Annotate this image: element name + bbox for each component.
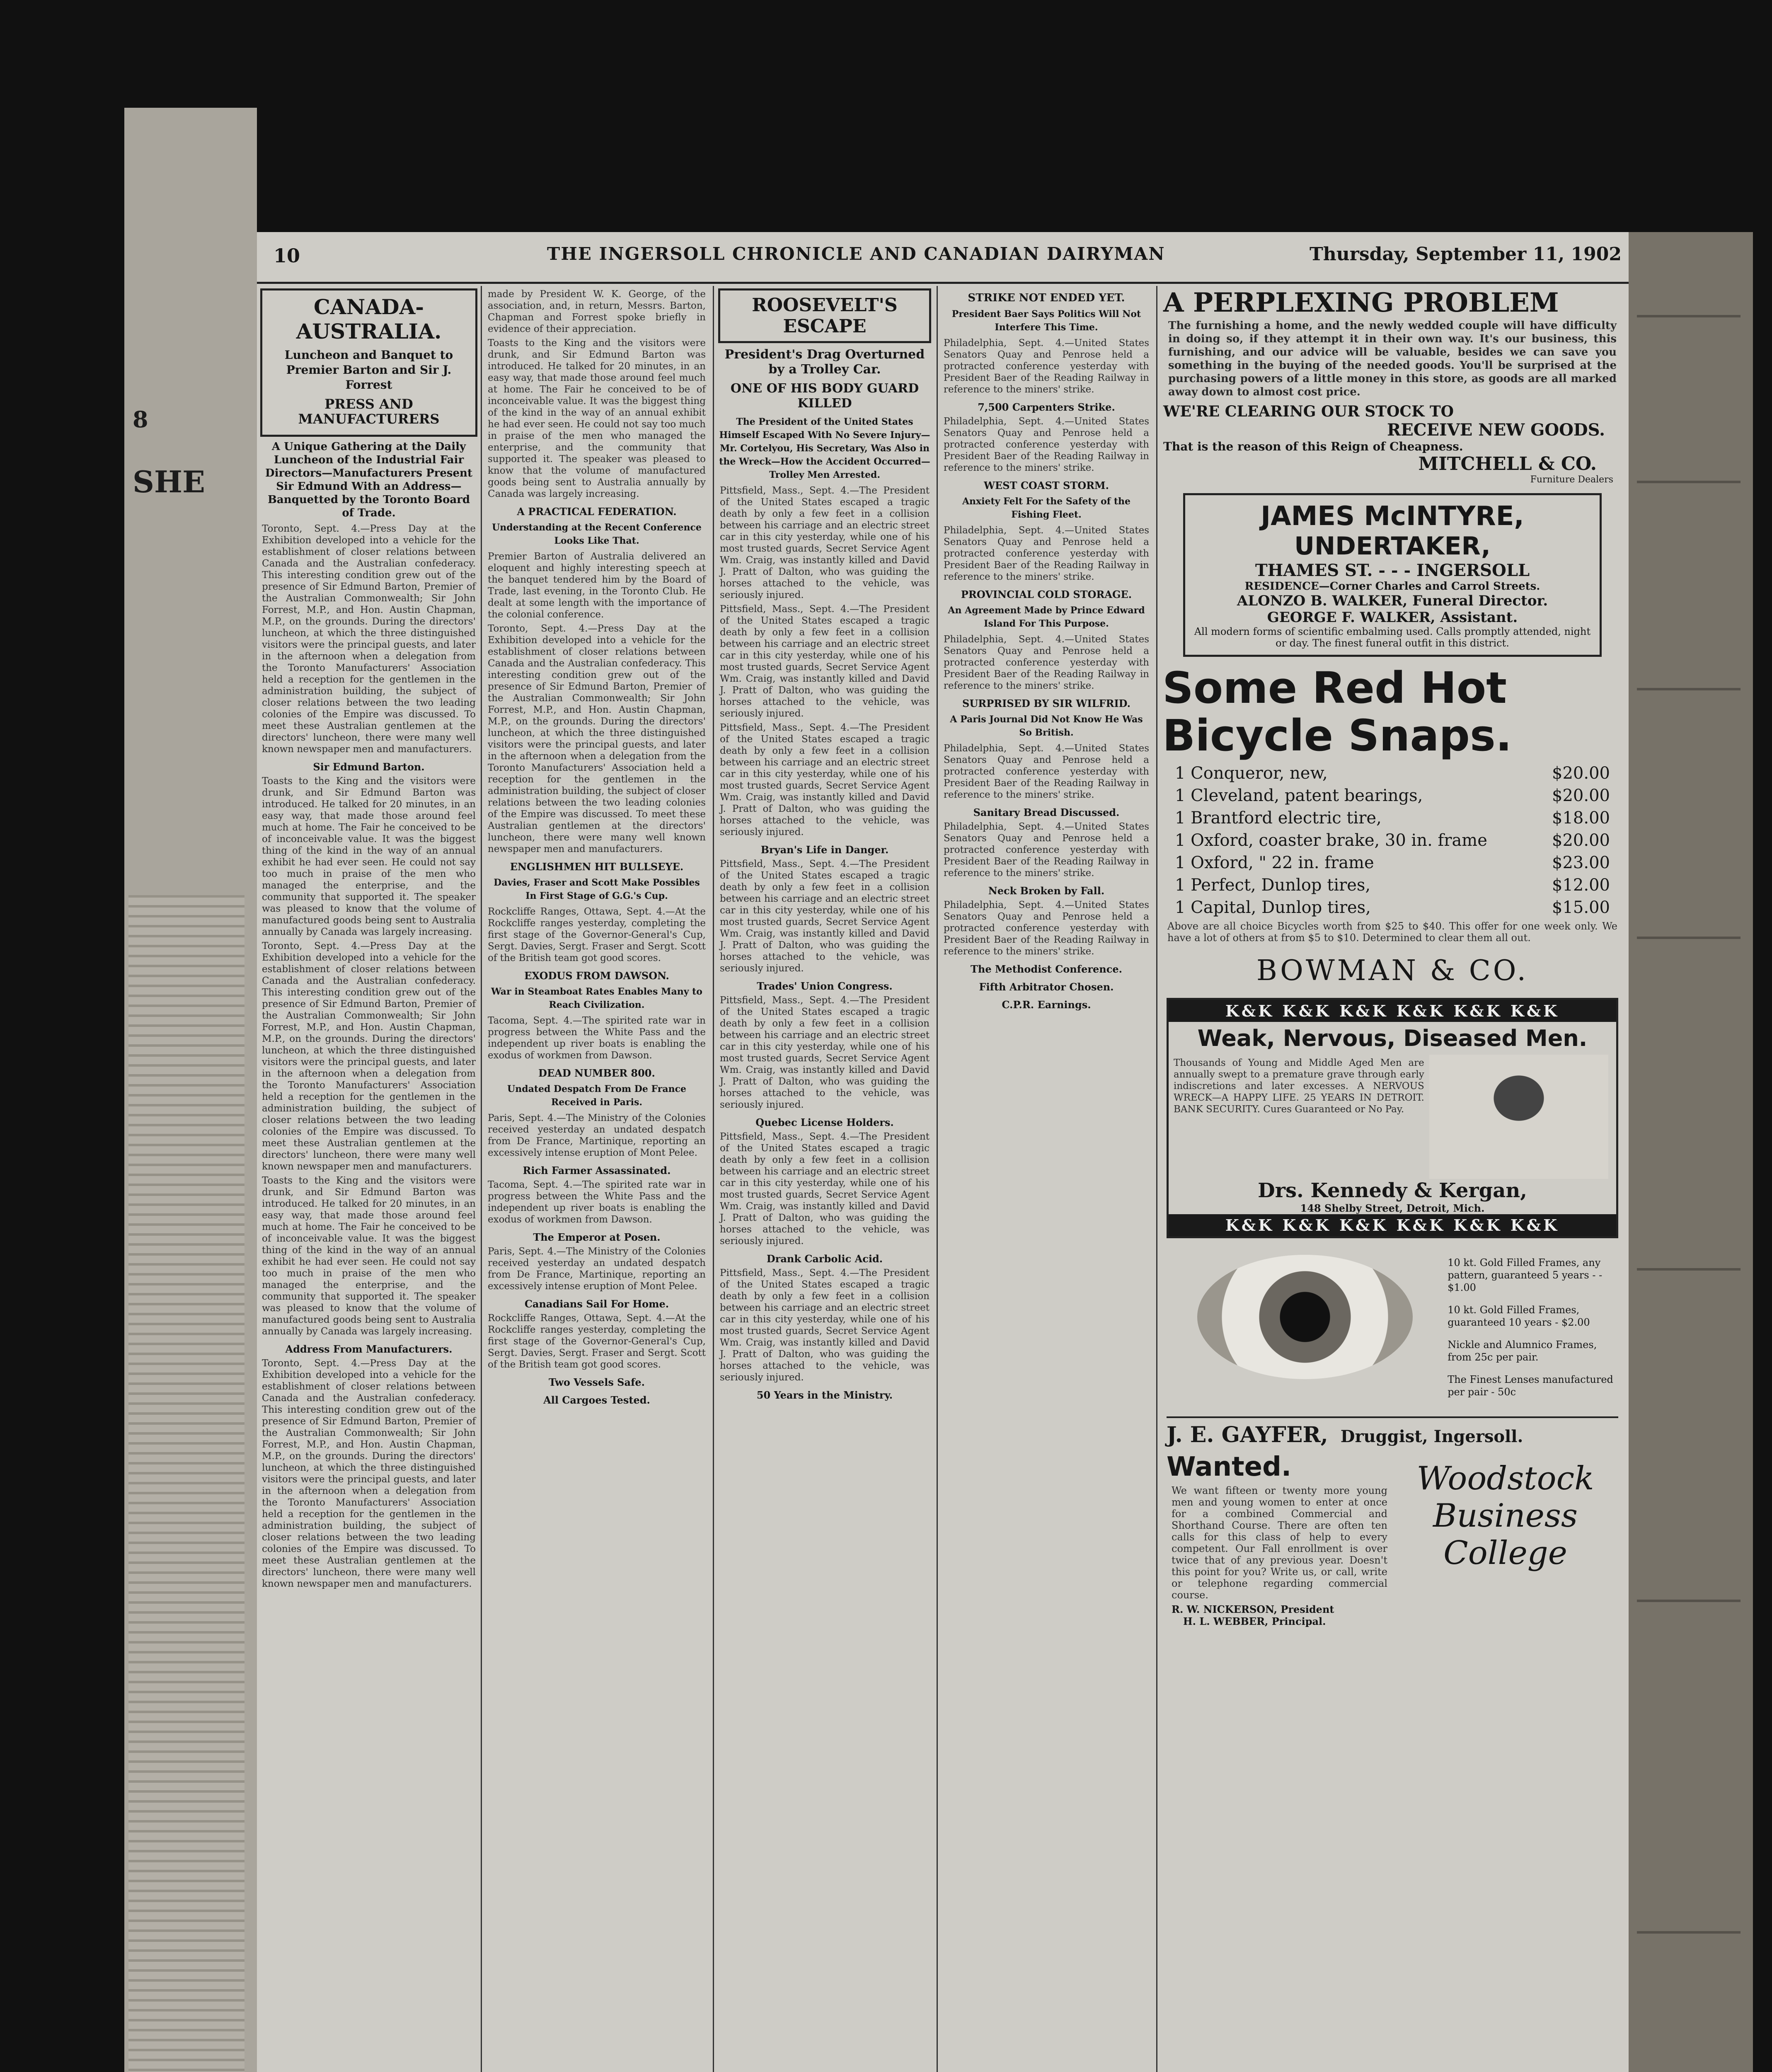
section-heading-8: Two Vessels Safe.	[548, 1376, 645, 1388]
headline-box	[260, 288, 477, 437]
advertisements-column	[1158, 286, 1627, 2072]
article-body-4: Philadelphia, Sept. 4.—United States Senators Quay and Penrose held a protracted conference yesterday with President Baer of the Reading Railway in reference to the miners' strike.	[944, 634, 1149, 691]
bike-name: 1 Oxford, coaster brake, 30 in. frame	[1175, 831, 1487, 850]
adjacent-page-text	[128, 895, 244, 2072]
article-body-7: Pittsfield, Mass., Sept. 4.—The President of the United States escaped a tragic death by only a few feet in a collision between his carriage and an electric street car in this city yesterday, while one of his most trusted guards, Secret Service Agent Wm. Craig, was instantly killed and David J. Pratt of Dalton, who was guiding the horses attached to the vehicle, was seriously injured.	[720, 1268, 930, 1383]
bike-price: $15.00	[1552, 898, 1610, 917]
article-continued: Toasts to the King and the visitors were drunk, and Sir Edmund Barton was introduced. He talked for 20 minutes, in an easy way, that made those around feel much at home. The Fair he conceived to be of inconceivable value. It was the biggest thing of the kind in the way of an annual exhibit he had ever seen. He could not say too much in praise of the men who managed the enterprise, and the community that supported it. The speaker was pleased to know that the volume of manufactured goods being sent to Australia annually by Canada was largely increasing.	[488, 338, 706, 499]
article-body-7: Rockcliffe Ranges, Ottawa, Sept. 4.—At the Rockcliffe ranges yesterday, completing the first stage of the Governor-General's Cup, Sergt. Davies, Sergt. Fraser and Sergt. Scott of the British team got good scores.	[488, 1313, 706, 1370]
ad-services: All modern forms of scientific embalming used. Calls promptly attended, night or day. The finest funeral outfit in this district.	[1194, 626, 1591, 649]
article-body-2: Philadelphia, Sept. 4.—United States Senators Quay and Penrose held a protracted conference yesterday with President Baer of the Reading Railway in reference to the miners' strike.	[944, 416, 1149, 473]
article-body-4: Toasts to the King and the visitors were drunk, and Sir Edmund Barton was introduced. He talked for 20 minutes, in an easy way, that made those around feel much at home. The Fair he conceived to be of inconceivable value. It was the biggest thing of the kind in the way of an annual exhibit he had ever seen. He could not say too much in praise of the men who managed the enterprise, and the community that supported it. The speaker was pleased to know that the volume of manufactured goods being sent to Australia annually by Canada was largely increasing.	[262, 1175, 476, 1337]
ad-heading: Wanted.	[1167, 1452, 1292, 1482]
ad-company: MITCHELL & CO.	[1418, 453, 1597, 474]
bicycle-snaps-ad	[1162, 665, 1622, 944]
ad-line-2: RECEIVE NEW GOODS.	[1387, 420, 1605, 440]
article-body: Premier Barton of Australia delivered an eloquent and highly interesting speech at the banquet tendered him by the Board of Trade, last evening, in the Toronto Club. He dealt at some length with the importance of the colonial conference.	[488, 551, 706, 620]
section-heading-6: The Emperor at Posen.	[533, 1231, 661, 1243]
bowman-ad: BOWMAN & CO.	[1256, 954, 1529, 987]
bike-item	[1175, 786, 1610, 805]
newspaper-page	[257, 232, 1629, 2072]
article-body-5: Philadelphia, Sept. 4.—United States Senators Quay and Penrose held a protracted conference yesterday with President Baer of the Reading Railway in reference to the miners' strike.	[944, 743, 1149, 800]
ad-trade: Druggist, Ingersoll.	[1340, 1427, 1523, 1446]
section-heading-4: DEAD NUMBER 800.	[538, 1067, 655, 1079]
article-body-cont: Toronto, Sept. 4.—Press Day at the Exhibition developed into a vehicle for the establishment of closer relations between Canada and the Australian confederacy. This interesting condition grew out of the presence of Sir Edmund Barton, Premier of the Australian Commonwealth; Sir John Forrest, M.P., and Hon. Austin Chapman, M.P., on the grounds. During the directors' luncheon, at which the three distinguished visitors were the principal guests, and later in the afternoon when a delegation from the Toronto Manufacturers' Association held a reception for the gentlemen in the administration building, the subject of closer relations between the two leading colonies of the Empire was discussed. To meet these Australian gentlemen at the directors' luncheon, there were many well known newspaper men and manufacturers.	[488, 623, 706, 854]
ad-body: We want fifteen or twenty more young men and young women to enter at once for a combined Commercial and Shorthand Course. There are often ten calls for this class of help to every competent. Our Fall enrollment is over twice that of any previous year. Doesn't this point for you? Write us, or call, write or telephone regarding commercial course.	[1172, 1485, 1387, 1601]
article-body-6: Paris, Sept. 4.—The Ministry of the Colonies received yesterday an undated despatch from De France, Martinique, reporting an excessively intense eruption of Mont Pelee.	[488, 1246, 706, 1292]
deck: A Unique Gathering at the Daily Luncheon of the Industrial Fair Directors—Manufacturers Present Sir Edmund With an Address—Banquetted by the Toronto Board of Trade.	[265, 441, 472, 519]
column-news-2	[483, 286, 711, 2072]
bike-price: $20.00	[1552, 786, 1610, 805]
ad-heading-2: Bicycle Snaps.	[1162, 710, 1512, 761]
newspaper-title: THE INGERSOLL CHRONICLE AND CANADIAN DAIRYMAN	[547, 244, 1165, 264]
article-body-3: Philadelphia, Sept. 4.—United States Senators Quay and Penrose held a protracted conference yesterday with President Baer of the Reading Railway in reference to the miners' strike.	[944, 525, 1149, 582]
ad-body: The furnishing a home, and the newly wedded couple will have difficulty in doing so, if they attempt it in their own way. It's our business, this furnishing, and our advice will be valuable, besides we can save you something in the buying of the needed goods. You'll be surprised at the purchasing powers of a little money in this store, as goods are all marked away down to almost cost price.	[1168, 320, 1617, 398]
section-heading-2: Address From Manufacturers.	[285, 1343, 453, 1355]
section-heading-9: All Cargoes Tested.	[543, 1394, 650, 1406]
ad-body: Thousands of Young and Middle Aged Men are annually swept to a premature grave through early indiscretions and later excesses. A NERVOUS WRECK—A HAPPY LIFE. 25 YEARS IN DETROIT. BANK SECURITY. Cures Guaranteed or No Pay.	[1174, 1058, 1424, 1115]
eye-illustration	[1197, 1255, 1413, 1379]
adjacent-page-heading: SHE	[133, 464, 205, 499]
section-heading-5: Rich Farmer Assassinated.	[523, 1164, 671, 1176]
bike-price: $12.00	[1552, 876, 1610, 895]
bike-price-list	[1162, 764, 1622, 917]
headline-box	[718, 288, 931, 343]
headline: STRIKE NOT ENDED YET.	[968, 292, 1125, 304]
section-heading-5: 50 Years in the Ministry.	[756, 1389, 893, 1401]
column-roosevelt	[715, 286, 934, 2072]
article-body-5: Toronto, Sept. 4.—Press Day at the Exhibition developed into a vehicle for the establishment of closer relations between Canada and the Australian confederacy. This interesting condition grew out of the presence of Sir Edmund Barton, Premier of the Australian Commonwealth; Sir John Forrest, M.P., and Hon. Austin Chapman, M.P., on the grounds. During the directors' luncheon, at which the three distinguished visitors were the principal guests, and later in the afternoon when a delegation from the Toronto Manufacturers' Association held a reception for the gentlemen in the administration building, the subject of closer relations between the two leading colonies of the Empire was discussed. To meet these Australian gentlemen at the directors' luncheon, there were many well known newspaper men and manufacturers.	[262, 1358, 476, 1589]
subhead-2: ONE OF HIS BODY GUARD KILLED	[730, 381, 919, 411]
deck: Understanding at the Recent Conference Looks Like That.	[492, 522, 702, 546]
eye-illustration-wrap	[1162, 1247, 1448, 1408]
bike-price: $23.00	[1552, 853, 1610, 872]
bike-name: 1 Perfect, Dunlop tires,	[1175, 876, 1371, 895]
ad-title: A PERPLEXING PROBLEM	[1163, 287, 1559, 318]
ad-heading: Weak, Nervous, Diseased Men.	[1197, 1025, 1588, 1051]
price-nickel: Nickle and Alumnico Frames, from 25c per pair.	[1448, 1339, 1597, 1363]
price-gold-10yr: 10 kt. Gold Filled Frames, guaranteed 10 years - $2.00	[1448, 1304, 1590, 1328]
bike-item	[1175, 831, 1610, 850]
deck-3: War in Steamboat Rates Enables Many to Reach Civilization.	[491, 986, 702, 1010]
eyeglass-ad	[1162, 1247, 1622, 1408]
ad-director: ALONZO B. WALKER, Funeral Director.	[1237, 593, 1548, 609]
article-body-6: Pittsfield, Mass., Sept. 4.—The President of the United States escaped a tragic death by only a few feet in a collision between his carriage and an electric street car in this city yesterday, while one of his most trusted guards, Secret Service Agent Wm. Craig, was instantly killed and David J. Pratt of Dalton, who was guiding the horses attached to the vehicle, was seriously injured.	[720, 1131, 930, 1247]
ad-line-1: WE'RE CLEARING OUR STOCK TO	[1163, 403, 1454, 420]
price-gold-5yr: 10 kt. Gold Filled Frames, any pattern, guaranteed 5 years - - $1.00	[1448, 1257, 1603, 1293]
next-page-strip	[1629, 232, 1753, 2072]
section-heading-3: EXODUS FROM DAWSON.	[524, 970, 669, 982]
bike-name: 1 Cleveland, patent bearings,	[1175, 786, 1423, 805]
ad-heading-1: Some Red Hot	[1162, 663, 1507, 713]
deck-3: An Agreement Made by Prince Edward Island For This Purpose.	[948, 605, 1145, 629]
ad-line-3: That is the reason of this Reign of Cheapness.	[1163, 440, 1463, 453]
section-heading-4: Drank Carbolic Acid.	[766, 1253, 883, 1265]
bike-item	[1175, 853, 1610, 872]
section-heading-2: Trades' Union Congress.	[757, 980, 893, 992]
bike-item	[1175, 876, 1610, 895]
article-body-4: Paris, Sept. 4.—The Ministry of the Colonies received yesterday an undated despatch from De France, Martinique, reporting an excessively intense eruption of Mont Pelee.	[488, 1113, 706, 1158]
ad-principal: H. L. WEBBER, Principal.	[1183, 1615, 1326, 1627]
gayfer-ad	[1167, 1416, 1618, 1447]
perplexing-problem-ad	[1163, 289, 1622, 485]
deck-2: Anxiety Felt For the Safety of the Fishing Fleet.	[962, 496, 1131, 520]
page-number: 10	[274, 244, 300, 267]
ad-company-type: Furniture Dealers	[1530, 474, 1613, 485]
section-heading: 7,500 Carpenters Strike.	[978, 401, 1115, 413]
ad-note: Above are all choice Bicycles worth from $25 to $40. This offer for one week only. We have a lot of others at from $5 to $10. Determined to clear them all out.	[1167, 920, 1617, 944]
kennedy-kergan-ad	[1167, 998, 1618, 1238]
article-body-3: Pittsfield, Mass., Sept. 4.—The President of the United States escaped a tragic death by only a few feet in a collision between his carriage and an electric street car in this city yesterday, while one of his most trusted guards, Secret Service Agent Wm. Craig, was instantly killed and David J. Pratt of Dalton, who was guiding the horses attached to the vehicle, was seriously injured.	[720, 722, 930, 838]
section-heading-5: Sanitary Bread Discussed.	[973, 806, 1120, 818]
bike-item	[1175, 808, 1610, 828]
issue-date: Thursday, September 11, 1902	[1310, 244, 1622, 265]
ad-address: THAMES ST. - - - INGERSOLL	[1255, 561, 1530, 580]
deck-4: A Paris Journal Did Not Know He Was So British.	[950, 714, 1143, 738]
article-body: Toronto, Sept. 4.—Press Day at the Exhibition developed into a vehicle for the establishment of closer relations between Canada and the Australian confederacy. This interesting condition grew out of the presence of Sir Edmund Barton, Premier of the Australian Commonwealth; Sir John Forrest, M.P., and Hon. Austin Chapman, M.P., on the grounds. During the directors' luncheon, at which the three distinguished visitors were the principal guests, and later in the afternoon when a delegation from the Toronto Manufacturers' Association held a reception for the gentlemen in the administration building, the subject of closer relations between the two leading colonies of the Empire was discussed. To meet these Australian gentlemen at the directors' luncheon, there were many well known newspaper men and manufacturers.	[262, 523, 476, 755]
section-heading-3: PROVINCIAL COLD STORAGE.	[961, 588, 1132, 600]
article-body-2: Pittsfield, Mass., Sept. 4.—The President of the United States escaped a tragic death by only a few feet in a collision between his carriage and an electric street car in this city yesterday, while one of his most trusted guards, Secret Service Agent Wm. Craig, was instantly killed and David J. Pratt of Dalton, who was guiding the horses attached to the vehicle, was seriously injured.	[720, 604, 930, 719]
deck-4: Undated Despatch From De France Received in Paris.	[507, 1084, 686, 1108]
section-heading-8: Fifth Arbitrator Chosen.	[979, 981, 1114, 993]
article-body: Pittsfield, Mass., Sept. 4.—The President of the United States escaped a tragic death by only a few feet in a collision between his carriage and an electric street car in this city yesterday, while one of his most trusted guards, Secret Service Agent Wm. Craig, was instantly killed and David J. Pratt of Dalton, who was guiding the horses attached to the vehicle, was seriously injured.	[720, 485, 930, 600]
deck-2: Davies, Fraser and Scott Make Possibles In First Stage of G.G.'s Cup.	[494, 877, 700, 901]
ad-president: R. W. NICKERSON, President	[1172, 1603, 1334, 1615]
ad-residence: RESIDENCE—Corner Charles and Carrol Streets.	[1244, 580, 1540, 593]
subhead: President's Drag Overturned by a Trolley Car.	[724, 347, 925, 377]
deck: The President of the United States Himself Escaped With No Severe Injury—Mr. Cortelyou, His Secretary, Was Also in the Wreck—How the Accident Occurred—Trolley Men Arrested.	[719, 416, 930, 480]
ad-name: J. E. GAYFER,	[1167, 1422, 1328, 1447]
kk-band-bottom: K&K K&K K&K K&K K&K K&K	[1169, 1214, 1616, 1236]
headline: ROOSEVELT'S ESCAPE	[752, 295, 898, 337]
section-heading-7: Canadians Sail For Home.	[524, 1298, 669, 1310]
section-heading-7: The Methodist Conference.	[971, 963, 1122, 975]
bike-price: $20.00	[1552, 831, 1610, 850]
article-body-5: Tacoma, Sept. 4.—The spirited rate war in progress between the White Pass and the independent up river boats is enabling the exodus of workmen from Dawson.	[488, 1179, 706, 1225]
article-body-7: Philadelphia, Sept. 4.—United States Senators Quay and Penrose held a protracted conference yesterday with President Baer of the Reading Railway in reference to the miners' strike.	[944, 900, 1149, 957]
section-heading-6: Neck Broken by Fall.	[988, 885, 1105, 897]
ad-address: 148 Shelby Street, Detroit, Mich.	[1300, 1202, 1485, 1214]
bike-item	[1175, 764, 1610, 783]
ad-assistant: GEORGE F. WALKER, Assistant.	[1267, 609, 1518, 626]
college-logo: Woodstock Business College	[1416, 1460, 1594, 1572]
bike-name: 1 Conqueror, new,	[1175, 764, 1328, 783]
deck: President Baer Says Politics Will Not Interfere This Time.	[951, 309, 1141, 333]
portrait-illustration	[1429, 1055, 1608, 1179]
bike-name: 1 Capital, Dunlop tires,	[1175, 898, 1371, 917]
ad-trade: UNDERTAKER,	[1294, 532, 1491, 561]
article-body-4: Pittsfield, Mass., Sept. 4.—The President of the United States escaped a tragic death by only a few feet in a collision between his carriage and an electric street car in this city yesterday, while one of his most trusted guards, Secret Service Agent Wm. Craig, was instantly killed and David J. Pratt of Dalton, who was guiding the horses attached to the vehicle, was seriously injured.	[720, 859, 930, 974]
masthead	[257, 232, 1629, 284]
price-lenses: The Finest Lenses manufactured per pair - 50c	[1448, 1374, 1613, 1398]
article-body-2: Rockcliffe Ranges, Ottawa, Sept. 4.—At the Rockcliffe ranges yesterday, completing the first stage of the Governor-General's Cup, Sergt. Davies, Sergt. Fraser and Sergt. Scott of the British team got good scores.	[488, 906, 706, 963]
bike-item	[1175, 898, 1610, 917]
bike-name: 1 Oxford, " 22 in. frame	[1175, 853, 1374, 872]
wanted-ad	[1167, 1452, 1618, 1627]
kk-band-top: K&K K&K K&K K&K K&K K&K	[1169, 1000, 1616, 1022]
article-body-3: Toronto, Sept. 4.—Press Day at the Exhibition developed into a vehicle for the establishment of closer relations between Canada and the Australian confederacy. This interesting condition grew out of the presence of Sir Edmund Barton, Premier of the Australian Commonwealth; Sir John Forrest, M.P., and Hon. Austin Chapman, M.P., on the grounds. During the directors' luncheon, at which the three distinguished visitors were the principal guests, and later in the afternoon when a delegation from the Toronto Manufacturers' Association held a reception for the gentlemen in the administration building, the subject of closer relations between the two leading colonies of the Empire was discussed. To meet these Australian gentlemen at the directors' luncheon, there were many well known newspaper men and manufacturers.	[262, 941, 476, 1172]
article-body-5: Pittsfield, Mass., Sept. 4.—The President of the United States escaped a tragic death by only a few feet in a collision between his carriage and an electric street car in this city yesterday, while one of his most trusted guards, Secret Service Agent Wm. Craig, was instantly killed and David J. Pratt of Dalton, who was guiding the horses attached to the vehicle, was seriously injured.	[720, 995, 930, 1110]
section-heading: Sir Edmund Barton.	[313, 761, 425, 773]
adjacent-page-number: 8	[133, 406, 148, 433]
column-canada-australia	[257, 286, 481, 2072]
section-heading-9: C.P.R. Earnings.	[1002, 999, 1091, 1011]
article-body-6: Philadelphia, Sept. 4.—United States Senators Quay and Penrose held a protracted conference yesterday with President Baer of the Reading Railway in reference to the miners' strike.	[944, 821, 1149, 879]
mcintyre-undertaker-ad	[1183, 493, 1602, 657]
article-body-2: Toasts to the King and the visitors were drunk, and Sir Edmund Barton was introduced. He talked for 20 minutes, in an easy way, that made those around feel much at home. The Fair he conceived to be of inconceivable value. It was the biggest thing of the kind in the way of an annual exhibit he had ever seen. He could not say too much in praise of the men who managed the enterprise, and the community that supported it. The speaker was pleased to know that the volume of manufactured goods being sent to Australia annually by Canada was largely increasing.	[262, 776, 476, 937]
bike-price: $18.00	[1552, 808, 1610, 828]
column-news-4	[939, 286, 1154, 2072]
adjacent-page-strip	[124, 108, 257, 2072]
section-heading: A PRACTICAL FEDERATION.	[517, 506, 677, 518]
article-body-3: Tacoma, Sept. 4.—The spirited rate war in progress between the White Pass and the independent up river boats is enabling the exodus of workmen from Dawson.	[488, 1015, 706, 1061]
section-heading-2: ENGLISHMEN HIT BULLSEYE.	[510, 861, 684, 873]
section-heading-2: WEST COAST STORM.	[984, 479, 1109, 491]
bike-price: $20.00	[1552, 764, 1610, 783]
subhead: Luncheon and Banquet to Premier Barton and Sir J. Forrest	[284, 348, 453, 392]
section-heading-4: SURPRISED BY SIR WILFRID.	[962, 697, 1130, 709]
bike-name: 1 Brantford electric tire,	[1175, 808, 1382, 828]
ad-name: JAMES McINTYRE,	[1261, 501, 1524, 532]
section-heading: Bryan's Life in Danger.	[760, 844, 889, 856]
article-body: Philadelphia, Sept. 4.—United States Senators Quay and Penrose held a protracted conference yesterday with President Baer of the Reading Railway in reference to the miners' strike.	[944, 338, 1149, 395]
ad-doctors: Drs. Kennedy & Kergan,	[1258, 1179, 1527, 1202]
section-heading-3: Quebec License Holders.	[755, 1116, 894, 1128]
subhead-2: PRESS AND MANUFACTURERS	[298, 396, 440, 427]
frame-prices	[1448, 1247, 1622, 1408]
headline: CANADA-AUSTRALIA.	[296, 295, 442, 344]
article-intro: made by President W. K. George, of the association, and, in return, Messrs. Barton, Chapman and Forrest spoke briefly in evidence of their appreciation.	[488, 289, 706, 334]
